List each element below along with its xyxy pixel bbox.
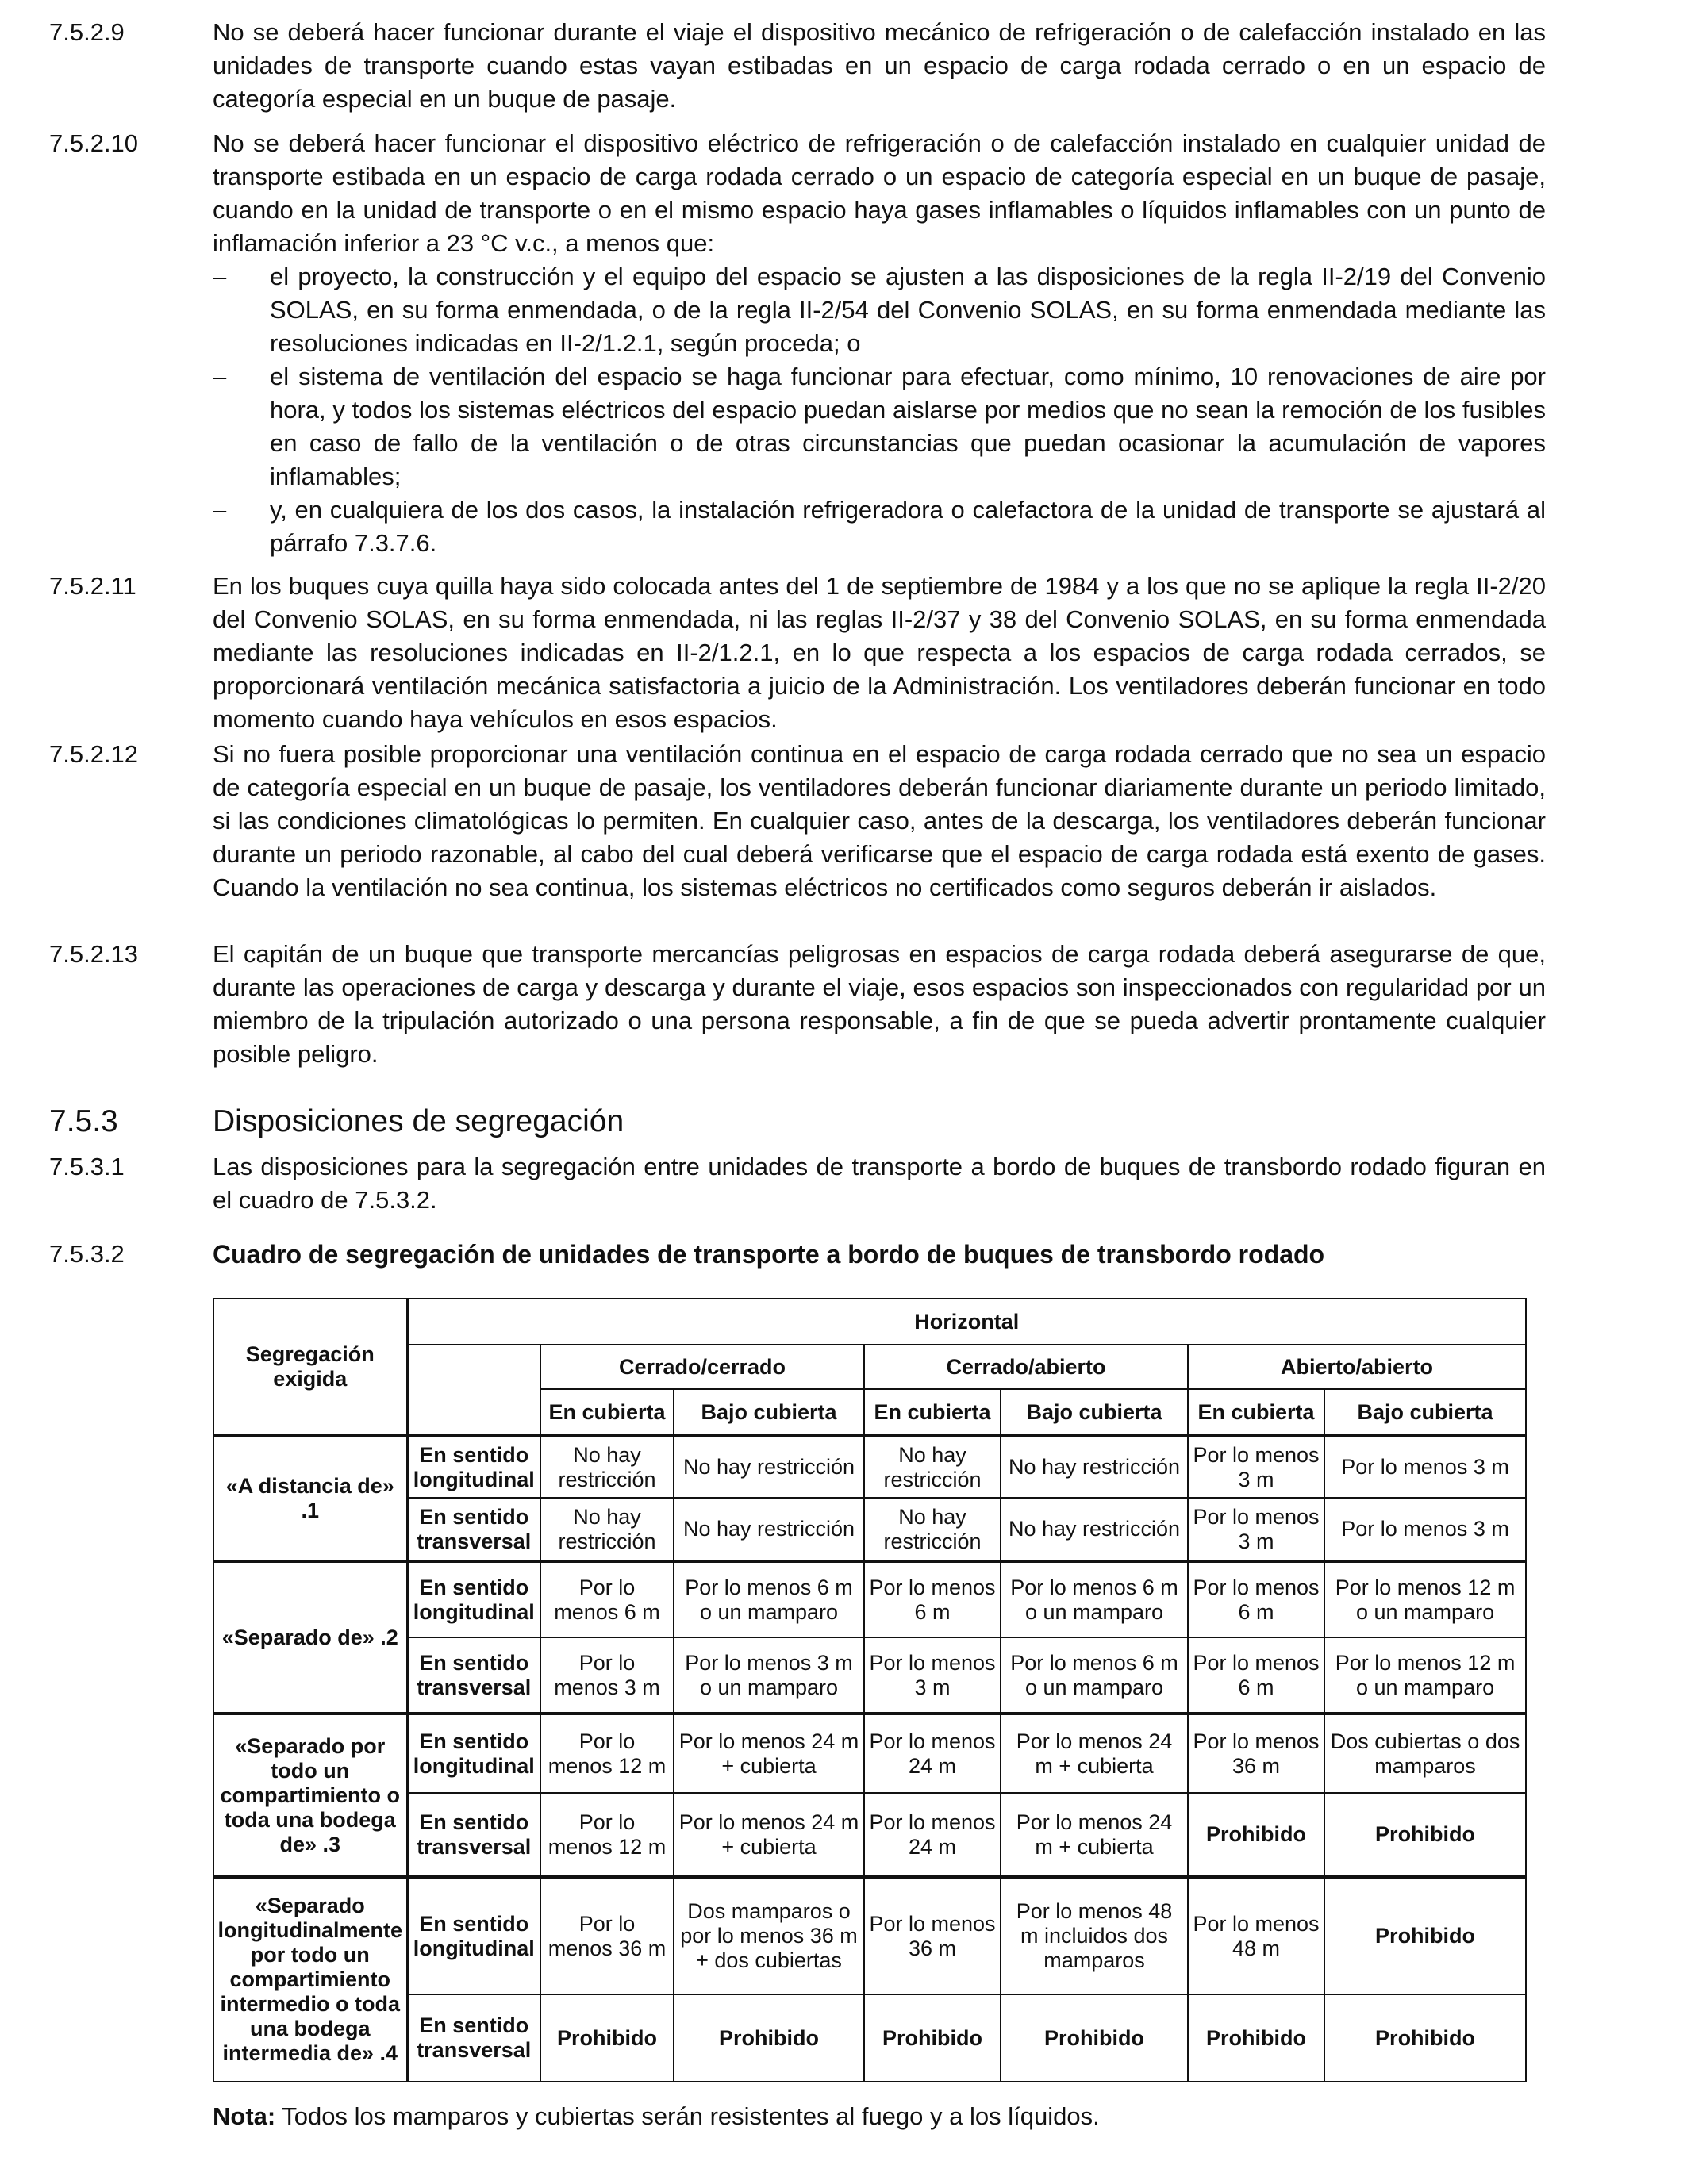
direction-label: En sentido longitudinal — [407, 1436, 540, 1498]
section-number: 7.5.3 — [49, 1104, 118, 1138]
paragraph-block — [213, 127, 1546, 560]
table-cell: Por lo menos 6 m — [864, 1561, 1001, 1637]
table-cell: No hay restricción — [864, 1436, 1001, 1498]
group-header: Abierto/abierto — [1188, 1345, 1526, 1389]
sub-header: Bajo cubierta — [1324, 1389, 1526, 1436]
table-cell: Prohibido — [1324, 1793, 1526, 1877]
table-cell: No hay restricción — [674, 1436, 864, 1498]
table-cell: Por lo menos 3 m — [1324, 1498, 1526, 1561]
segregation-header: Segregación exigida — [213, 1299, 407, 1436]
table-cell: Dos cubiertas o dos mamparos — [1324, 1714, 1526, 1793]
direction-label: En sentido transversal — [407, 1498, 540, 1561]
note-text: Todos los mamparos y cubiertas serán resistentes al fuego y a los líquidos. — [282, 2102, 1100, 2130]
table-cell: Prohibido — [540, 1994, 674, 2082]
table-cell: Prohibido — [1188, 1793, 1324, 1877]
table-cell: Por lo menos 24 m + cubierta — [1001, 1714, 1188, 1793]
table-cell: Por lo menos 3 m — [1188, 1498, 1324, 1561]
paragraph-text: Las disposiciones para la segregación entre unidades de transporte a bordo de buques de transbordo rodado figuran en el cuadro de 7.5.3.2. — [213, 1153, 1546, 1214]
section-title: Disposiciones de segregación — [213, 1104, 624, 1138]
table-cell: No hay restricción — [540, 1436, 674, 1498]
direction-label: En sentido transversal — [407, 1637, 540, 1714]
bullet-item: – y, en cualquiera de los dos casos, la instalación refrigeradora o calefactora de la unidad de transporte se ajustará al párrafo 7.3.7.6. — [213, 496, 1546, 557]
paragraph-number: 7.5.2.9 — [49, 18, 125, 46]
bullet-item: – el proyecto, la construcción y el equipo del espacio se ajusten a las disposiciones de la regla II-2/19 del Convenio SOLAS, en su forma enmendada, o de la regla II-2/54 del Convenio SOLAS, en su forma enmendada mediante las resoluciones indicadas en II-2/1.2.1, según proceda; o — [213, 263, 1546, 357]
table-note — [213, 2100, 1100, 2133]
table-cell: Prohibido — [1188, 1994, 1324, 2082]
table-cell: Por lo menos 36 m — [864, 1877, 1001, 1994]
table-cell: Por lo menos 12 m — [540, 1714, 674, 1793]
sub-header: En cubierta — [1188, 1389, 1324, 1436]
table-cell: Por lo menos 3 m — [540, 1637, 674, 1714]
table-row — [213, 1877, 1526, 1994]
table-cell: Por lo menos 6 m o un mamparo — [674, 1561, 864, 1637]
table-caption: Cuadro de segregación de unidades de transporte a bordo de buques de transbordo rodado — [213, 1240, 1325, 1269]
table-cell: Por lo menos 3 m o un mamparo — [674, 1637, 864, 1714]
group-header: Cerrado/abierto — [864, 1345, 1188, 1389]
bullet-item: – el sistema de ventilación del espacio se haga funcionar para efectuar, como mínimo, 10 renovaciones de aire por hora, y todos los sistemas eléctricos del espacio puedan aislarse por medios que no sean la remoción de los fusibles en caso de fallo de la ventilación o de otras circunstancias que puedan ocasionar la acumulación de vapores inflamables; — [213, 363, 1546, 490]
caption-number: 7.5.3.2 — [49, 1240, 125, 1268]
table-row — [213, 1994, 1526, 2082]
table-cell: Prohibido — [1001, 1994, 1188, 2082]
sub-header: En cubierta — [540, 1389, 674, 1436]
table-cell: Por lo menos 48 m — [1188, 1877, 1324, 1994]
note-label: Nota: — [213, 2102, 276, 2130]
table-cell: Por lo menos 3 m — [864, 1637, 1001, 1714]
direction-label: En sentido longitudinal — [407, 1714, 540, 1793]
sub-header: Bajo cubierta — [674, 1389, 864, 1436]
table-cell: Por lo menos 6 m — [1188, 1561, 1324, 1637]
paragraph-text: Si no fuera posible proporcionar una ventilación continua en el espacio de carga rodada cerrado que no sea un espacio de categoría especial en un buque de pasaje, los ventiladores deberán funcionar diariamente durante un periodo limitado, si las condiciones climatológicas lo permiten. En cualquier caso, antes de la descarga, los ventiladores deberán funcionar durante un periodo razonable, al cabo del cual deberá verificarse que el espacio de carga rodada está exento de gases. Cuando la ventilación no sea continua, los sistemas eléctricos no certificados como seguros deberán ir aislados. — [213, 740, 1546, 901]
table-cell: No hay restricción — [864, 1498, 1001, 1561]
paragraph-text: No se deberá hacer funcionar durante el viaje el dispositivo mecánico de refrigeración o de calefacción instalado en las unidades de transporte cuando estas vayan estibadas en un espacio de carga rodada cerrado o en un espacio de categoría especial en un buque de pasaje. — [213, 18, 1546, 113]
table-cell: Por lo menos 12 m o un mamparo — [1324, 1637, 1526, 1714]
segregation-table — [213, 1298, 1527, 2082]
bullet-text: el sistema de ventilación del espacio se haga funcionar para efectuar, como mínimo, 10 renovaciones de aire por hora, y todos los sistemas eléctricos del espacio puedan aislarse por medios que no sean la remoción de los fusibles en caso de fallo de la ventilación o de otras circunstancias que puedan ocasionar la acumulación de vapores inflamables; — [270, 363, 1546, 490]
direction-label: En sentido longitudinal — [407, 1561, 540, 1637]
group-label: «Separado longitudinalmente por todo un compartimiento intermedio o toda una bodega intermedia de» .4 — [213, 1877, 407, 2082]
paragraph-text: En los buques cuya quilla haya sido colocada antes del 1 de septiembre de 1984 y a los que no se aplique la regla II-2/20 del Convenio SOLAS, en su forma enmendada, ni las reglas II-2/37 y 38 del Convenio SOLAS, en su forma enmendada mediante las resoluciones indicadas en II-2/1.2.1, en lo que respecta a los espacios de carga rodada cerrados, se proporcionará ventilación mecánica satisfactoria a juicio de la Administración. Los ventiladores deberán funcionar en todo momento cuando haya vehículos en esos espacios. — [213, 572, 1546, 733]
bullet-text: y, en cualquiera de los dos casos, la instalación refrigeradora o calefactora de la unidad de transporte se ajustará al párrafo 7.3.7.6. — [270, 496, 1546, 557]
table-cell: Por lo menos 24 m — [864, 1793, 1001, 1877]
table-cell: Dos mamparos o por lo menos 36 m + dos cubiertas — [674, 1877, 864, 1994]
table-cell: Por lo menos 6 m — [540, 1561, 674, 1637]
direction-label: En sentido transversal — [407, 1994, 540, 2082]
table-cell: Prohibido — [674, 1994, 864, 2082]
paragraph-number: 7.5.2.10 — [49, 129, 139, 157]
table-cell: Por lo menos 36 m — [540, 1877, 674, 1994]
table-cell: Por lo menos 12 m — [540, 1793, 674, 1877]
sub-header: En cubierta — [864, 1389, 1001, 1436]
table-cell: Por lo menos 24 m + cubierta — [1001, 1793, 1188, 1877]
table-cell: Por lo menos 24 m + cubierta — [674, 1793, 864, 1877]
table-cell: Por lo menos 3 m — [1324, 1436, 1526, 1498]
paragraph-text: No se deberá hacer funcionar el dispositivo eléctrico de refrigeración o de calefacción instalado en cualquier unidad de transporte estibada en un espacio de carga rodada cerrado o un espacio de categoría especial en un buque de pasaje, cuando en la unidad de transporte o en el mismo espacio haya gases inflamables o líquidos inflamables con un punto de inflamación inferior a 23 °C v.c., a menos que: — [213, 129, 1546, 257]
table-cell: No hay restricción — [540, 1498, 674, 1561]
table-row — [213, 1714, 1526, 1793]
paragraph-number: 7.5.2.11 — [49, 572, 136, 600]
table-row — [213, 1436, 1526, 1498]
table-cell: No hay restricción — [1001, 1436, 1188, 1498]
table-row — [213, 1498, 1526, 1561]
paragraph-number: 7.5.3.1 — [49, 1153, 125, 1180]
direction-label: En sentido transversal — [407, 1793, 540, 1877]
group-label: «Separado de» .2 — [213, 1561, 407, 1714]
table-cell: Por lo menos 24 m — [864, 1714, 1001, 1793]
horizontal-header: Horizontal — [407, 1299, 1526, 1345]
bullet-text: el proyecto, la construcción y el equipo del espacio se ajusten a las disposiciones de la regla II-2/19 del Convenio SOLAS, en su forma enmendada, o de la regla II-2/54 del Convenio SOLAS, en su forma enmendada mediante las resoluciones indicadas en II-2/1.2.1, según proceda; o — [270, 263, 1546, 357]
table-cell: Por lo menos 12 m o un mamparo — [1324, 1561, 1526, 1637]
paragraph-text: El capitán de un buque que transporte mercancías peligrosas en espacios de carga rodada deberá asegurarse de que, durante las operaciones de carga y descarga y durante el viaje, esos espacios son inspeccionados con regularidad por un miembro de la tripulación autorizado o una persona responsable, a fin de que se pueda advertir prontamente cualquier posible peligro. — [213, 940, 1546, 1068]
direction-label: En sentido longitudinal — [407, 1877, 540, 1994]
group-header: Cerrado/cerrado — [540, 1345, 864, 1389]
sub-header: Bajo cubierta — [1001, 1389, 1188, 1436]
table-row — [213, 1793, 1526, 1877]
table-cell: No hay restricción — [1001, 1498, 1188, 1561]
table-cell: Prohibido — [1324, 1877, 1526, 1994]
group-label: «Separado por todo un compartimiento o toda una bodega de» .3 — [213, 1714, 407, 1877]
table-cell: Por lo menos 3 m — [1188, 1436, 1324, 1498]
group-label: «A distancia de» .1 — [213, 1436, 407, 1561]
table-cell: Prohibido — [864, 1994, 1001, 2082]
paragraph-number: 7.5.2.13 — [49, 940, 139, 968]
table-cell: Por lo menos 24 m + cubierta — [674, 1714, 864, 1793]
table-cell: Prohibido — [1324, 1994, 1526, 2082]
table-cell: No hay restricción — [674, 1498, 864, 1561]
table-cell: Por lo menos 6 m o un mamparo — [1001, 1637, 1188, 1714]
paragraph-number: 7.5.2.12 — [49, 740, 139, 768]
table-row — [213, 1637, 1526, 1714]
table-cell: Por lo menos 48 m incluidos dos mamparos — [1001, 1877, 1188, 1994]
table-cell: Por lo menos 6 m o un mamparo — [1001, 1561, 1188, 1637]
table-row — [213, 1561, 1526, 1637]
table-cell: Por lo menos 36 m — [1188, 1714, 1324, 1793]
table-cell: Por lo menos 6 m — [1188, 1637, 1324, 1714]
